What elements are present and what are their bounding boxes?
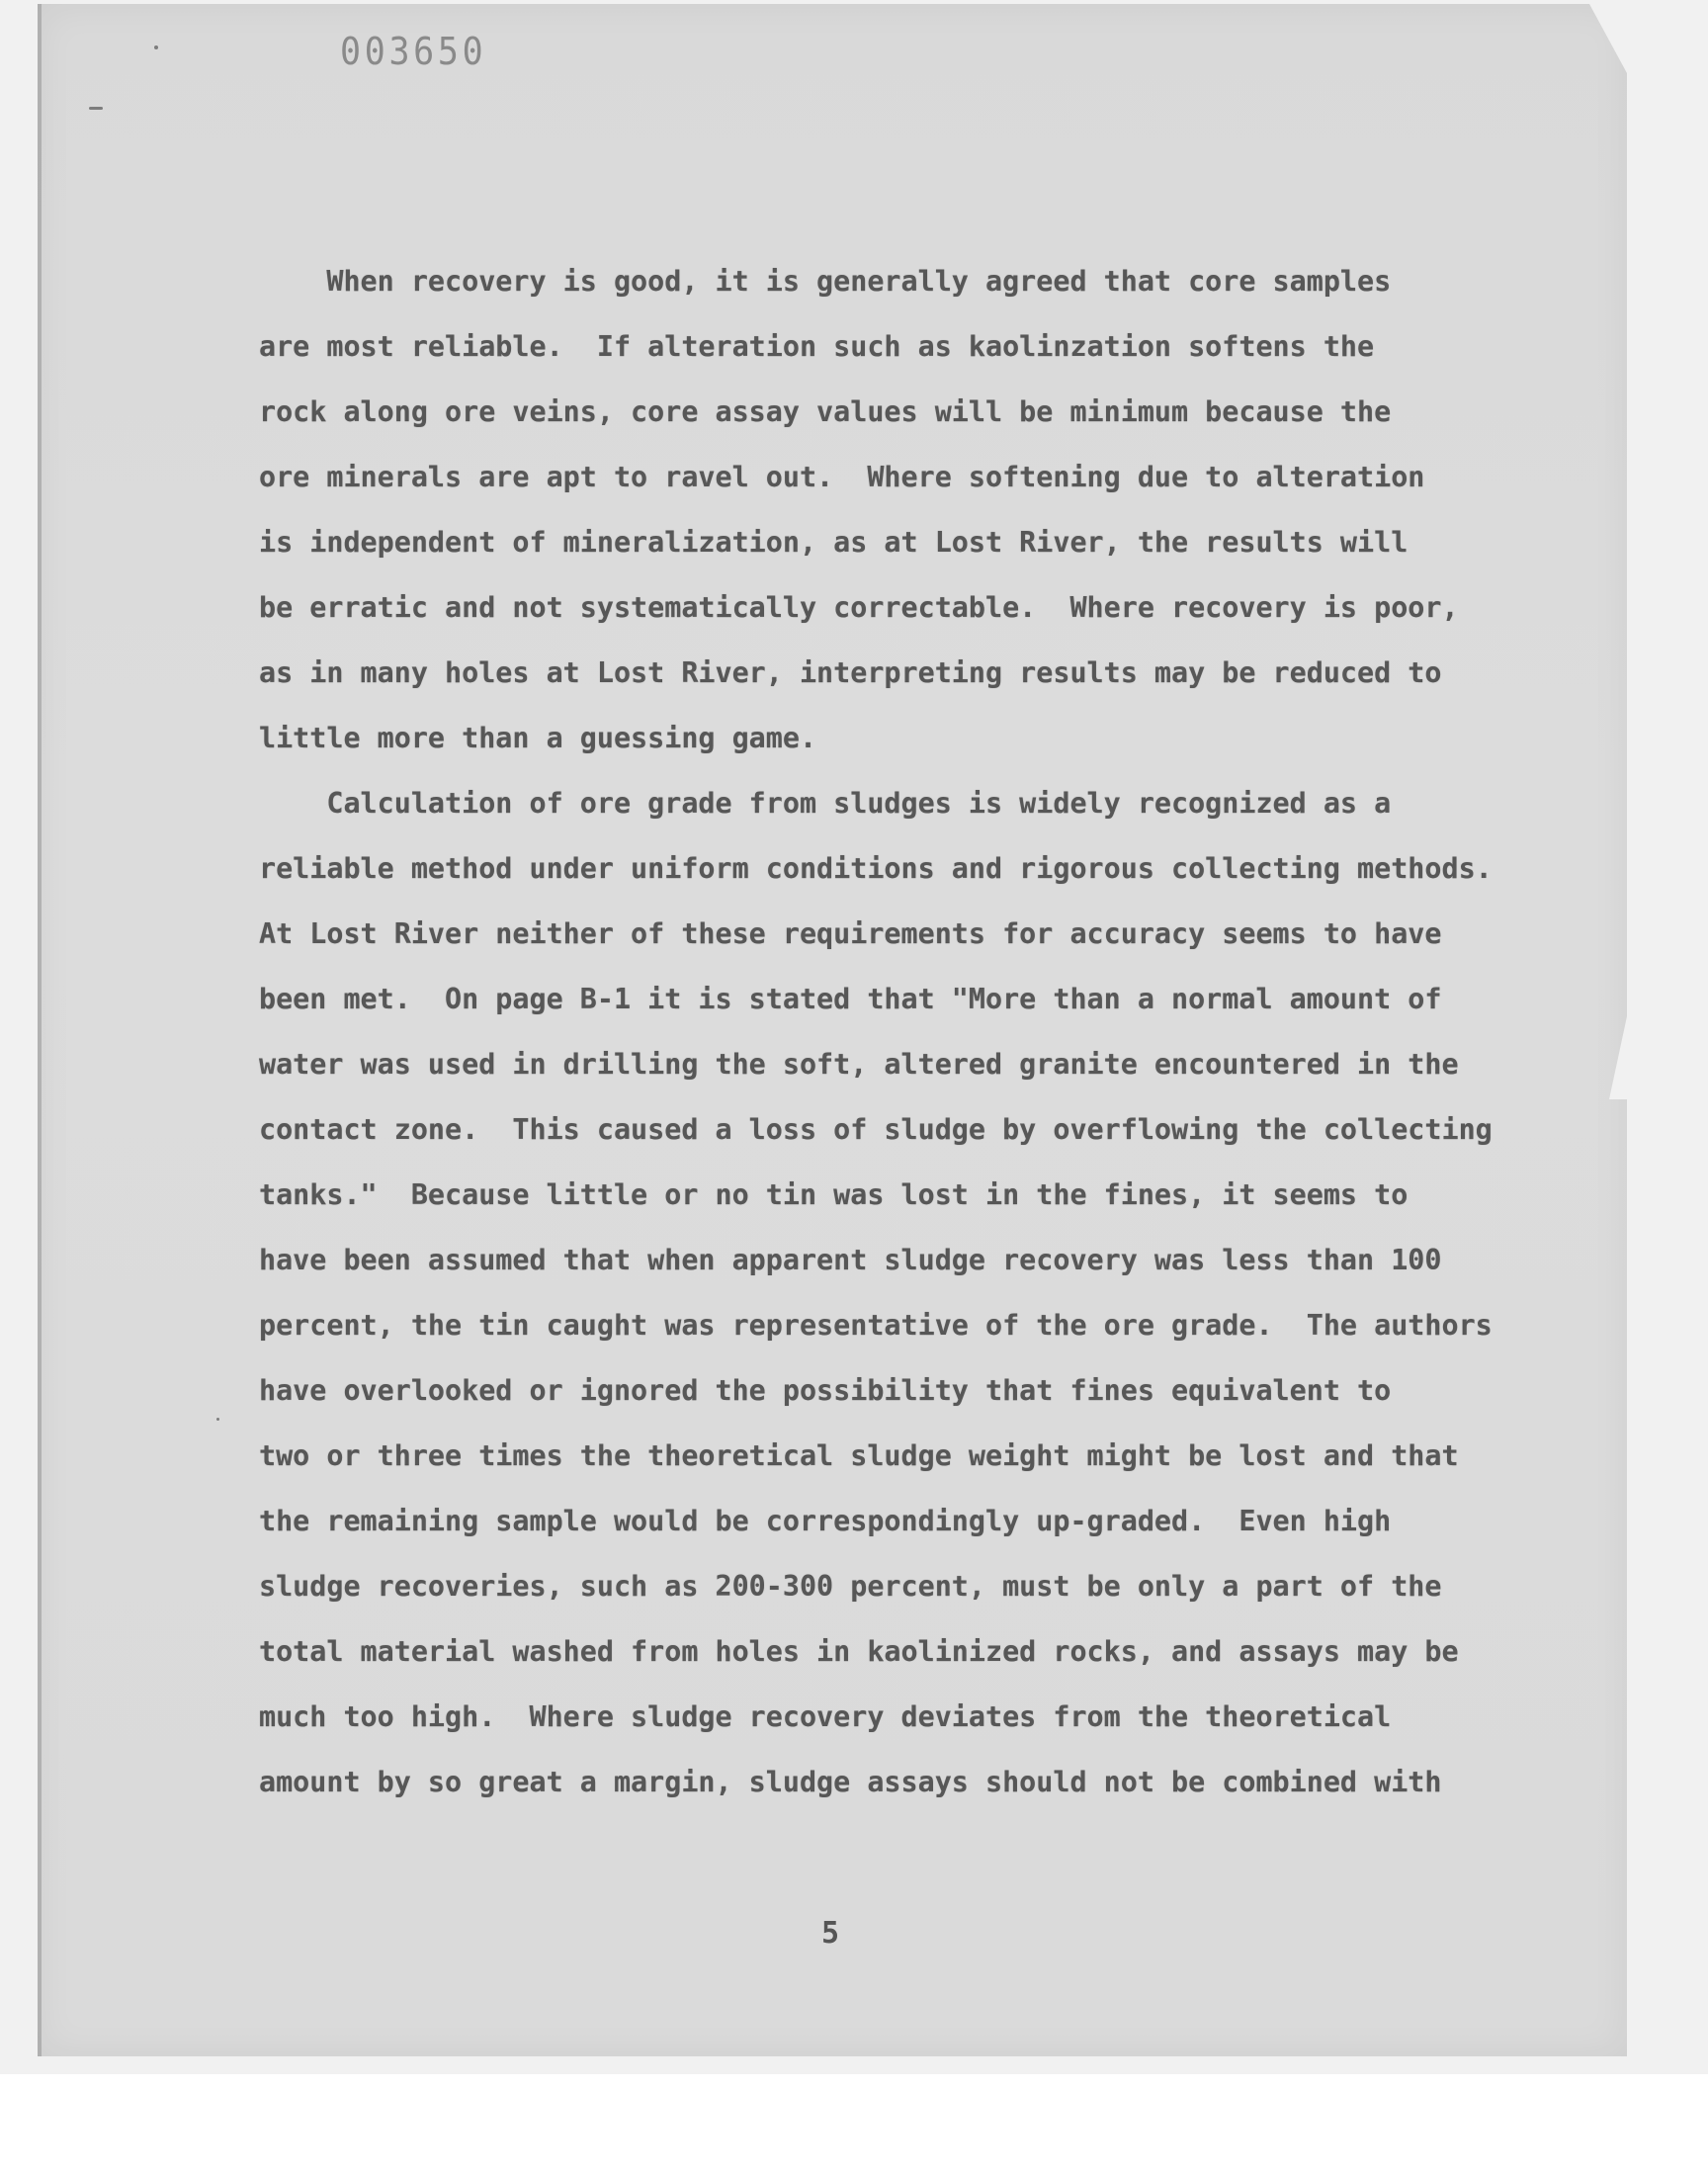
- text-line: ore minerals are apt to ravel out. Where softening due to alteration: [259, 461, 1425, 493]
- text-line: water was used in drilling the soft, altered granite encountered in the: [259, 1048, 1459, 1081]
- page-edge: [38, 4, 42, 2056]
- text-line: At Lost River neither of these requirements for accuracy seems to have: [259, 917, 1442, 950]
- text-line: Calculation of ore grade from sludges is widely recognized as a: [259, 787, 1392, 820]
- text-line: total material washed from holes in kaolinized rocks, and assays may be: [259, 1635, 1459, 1668]
- text-line: percent, the tin caught was representative of the ore grade. The authors: [259, 1309, 1493, 1342]
- document-number: 003650: [340, 30, 487, 73]
- dust-speck: [89, 107, 103, 110]
- body-text: [259, 249, 1493, 1815]
- text-line: reliable method under uniform conditions and rigorous collecting methods.: [259, 852, 1493, 885]
- text-line: as in many holes at Lost River, interpreting results may be reduced to: [259, 656, 1442, 689]
- text-line: sludge recoveries, such as 200-300 percent, must be only a part of the: [259, 1570, 1442, 1603]
- text-line: been met. On page B-1 it is stated that "More than a normal amount of: [259, 983, 1442, 1015]
- text-line: is independent of mineralization, as at Lost River, the results will: [259, 526, 1409, 559]
- text-line: When recovery is good, it is generally agreed that core samples: [259, 265, 1392, 298]
- text-line: are most reliable. If alteration such as kaolinzation softens the: [259, 330, 1375, 363]
- text-line: contact zone. This caused a loss of sludge by overflowing the collecting: [259, 1113, 1493, 1146]
- text-line: tanks." Because little or no tin was lost in the fines, it seems to: [259, 1178, 1409, 1211]
- text-line: have been assumed that when apparent sludge recovery was less than 100: [259, 1244, 1442, 1276]
- page-number: 5: [820, 1916, 840, 1951]
- text-line: rock along ore veins, core assay values will be minimum because the: [259, 395, 1392, 428]
- text-line: have overlooked or ignored the possibility that fines equivalent to: [259, 1374, 1392, 1407]
- text-line: amount by so great a margin, sludge assays should not be combined with: [259, 1766, 1442, 1798]
- text-line: two or three times the theoretical sludge weight might be lost and that: [259, 1439, 1459, 1472]
- text-line: much too high. Where sludge recovery deviates from the theoretical: [259, 1700, 1392, 1733]
- dust-speck: [154, 45, 158, 49]
- dust-speck: [216, 1418, 219, 1421]
- text-line: the remaining sample would be correspondingly up-graded. Even high: [259, 1505, 1392, 1537]
- text-line: little more than a guessing game.: [259, 722, 817, 754]
- text-line: be erratic and not systematically correctable. Where recovery is poor,: [259, 591, 1459, 624]
